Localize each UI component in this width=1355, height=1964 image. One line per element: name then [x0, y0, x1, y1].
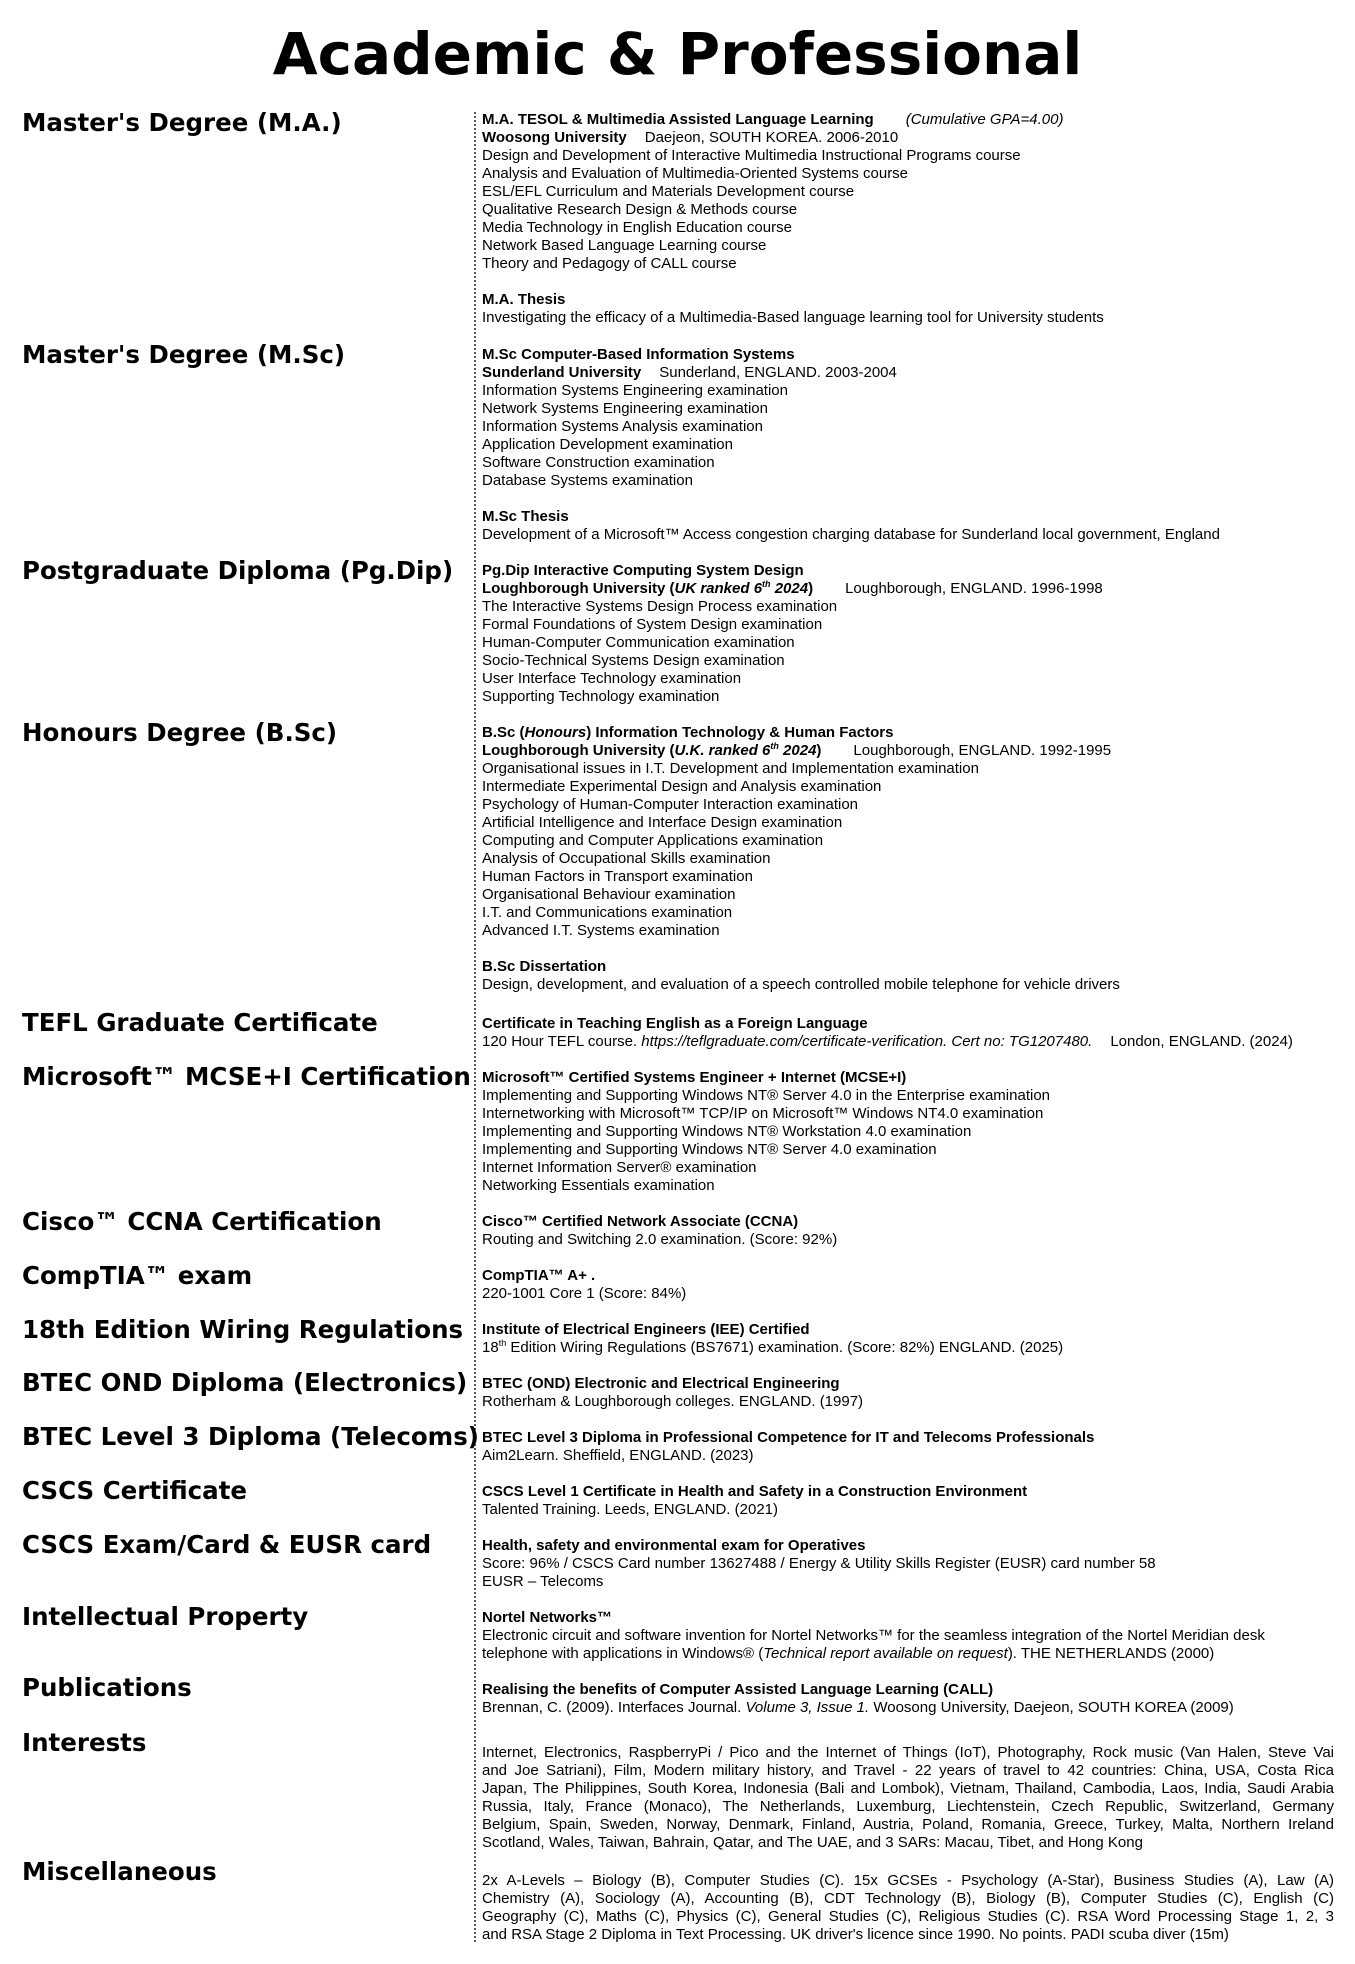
btec-l3-detail: Aim2Learn. Sheffield, ENGLAND. (2023): [482, 1447, 754, 1464]
section-label-btec-l3: BTEC Level 3 Diploma (Telecoms): [22, 1422, 479, 1451]
misc-line: Chemistry (A), Sociology (A), Accounting (B), CDT Technology (B), Biology (B), Computer Studies (C), English (C): [482, 1890, 1334, 1907]
mcse-title: Microsoft™ Certified Systems Engineer + Internet (MCSE+I): [482, 1069, 907, 1086]
bsc-course: Artificial Intelligence and Interface Design examination: [482, 814, 843, 831]
comptia-title: CompTIA™ A+ .: [482, 1267, 596, 1284]
msc-location: Sunderland, ENGLAND. 2003-2004: [659, 364, 897, 381]
pubs-citation: Brennan, C. (2009). Interfaces Journal. Volume 3, Issue 1. Woosong University, Daejeon, SOUTH KOREA (2009): [482, 1699, 1234, 1716]
section-ip: [482, 1609, 1337, 1663]
section-comptia: [482, 1267, 1337, 1303]
ccna-title: Cisco™ Certified Network Associate (CCNA): [482, 1213, 799, 1230]
msc-course: Information Systems Engineering examination: [482, 382, 788, 399]
section-label-wiring: 18th Edition Wiring Regulations: [22, 1315, 464, 1344]
misc-line: 2x A-Levels – Biology (B), Computer Studies (C). 15x GCSEs - Psychology (A-Star), Business Studies (A), Law (A): [482, 1872, 1334, 1889]
bsc-course: Computing and Computer Applications examination: [482, 832, 824, 849]
section-ma: [482, 111, 1337, 327]
bsc-thesis: Design, development, and evaluation of a speech controlled mobile telephone for vehicle drivers: [482, 976, 1120, 993]
section-btec-ond: [482, 1375, 1337, 1411]
section-label-bsc: Honours Degree (B.Sc): [22, 718, 338, 747]
tefl-course: 120 Hour TEFL course.: [482, 1033, 642, 1050]
section-wiring: [482, 1321, 1337, 1357]
bsc-course: Human Factors in Transport examination: [482, 868, 753, 885]
comptia-detail: 220-1001 Core 1 (Score: 84%): [482, 1285, 687, 1302]
ma-course: Network Based Language Learning course: [482, 237, 767, 254]
interests-line: Internet, Electronics, RaspberryPi / Pico and the Internet of Things (IoT), Photography, Rock music (Van Halen, Steve Vai: [482, 1744, 1334, 1761]
pgdip-course: The Interactive Systems Design Process examination: [482, 598, 838, 615]
msc-thesis: Development of a Microsoft™ Access congestion charging database for Sunderland local government, England: [482, 526, 1220, 543]
mcse-course: Implementing and Supporting Windows NT® Server 4.0 examination: [482, 1141, 937, 1158]
bsc-course: Advanced I.T. Systems examination: [482, 922, 720, 939]
pgdip-university: Loughborough University (UK ranked 6th 2024): [482, 579, 814, 597]
msc-course: Application Development examination: [482, 436, 733, 453]
wiring-title: Institute of Electrical Engineers (IEE) Certified: [482, 1321, 810, 1338]
bsc-thesis-heading: B.Sc Dissertation: [482, 958, 607, 975]
ma-title: M.A. TESOL & Multimedia Assisted Language Learning: [482, 111, 874, 128]
bsc-location: Loughborough, ENGLAND. 1992-1995: [853, 742, 1112, 759]
interests-line: and Joe Satriani), Film, Modern military history, and Travel - 22 years of travel to 42 countries: China, USA, Costa Rica: [482, 1762, 1334, 1779]
mcse-course: Internet Information Server® examination: [482, 1159, 757, 1176]
btec-l3-title: BTEC Level 3 Diploma in Professional Competence for IT and Telecoms Professionals: [482, 1429, 1095, 1446]
bsc-title: B.Sc (Honours) Information Technology & Human Factors: [482, 724, 894, 741]
bsc-course: I.T. and Communications examination: [482, 904, 733, 921]
ma-course: Theory and Pedagogy of CALL course: [482, 255, 737, 272]
cscs-exam-detail: EUSR – Telecoms: [482, 1573, 604, 1590]
ma-location: Daejeon, SOUTH KOREA. 2006-2010: [644, 129, 899, 146]
ip-detail: Electronic circuit and software invention for Nortel Networks™ for the seamless integration of the Nortel Meridian desk: [482, 1627, 1265, 1644]
ma-course: Design and Development of Interactive Multimedia Instructional Programs course: [482, 147, 1021, 164]
pgdip-course: Formal Foundations of System Design examination: [482, 616, 823, 633]
section-pubs: [482, 1681, 1337, 1717]
ma-course: Qualitative Research Design & Methods course: [482, 201, 798, 218]
mcse-course: Networking Essentials examination: [482, 1177, 715, 1194]
ma-course: Media Technology in English Education course: [482, 219, 792, 236]
bsc-course: Analysis of Occupational Skills examination: [482, 850, 771, 867]
mcse-course: Internetworking with Microsoft™ TCP/IP on Microsoft™ Windows NT4.0 examination: [482, 1105, 1044, 1122]
section-btec-l3: [482, 1429, 1337, 1465]
tefl-cert-link: https://teflgraduate.com/certificate-verification. Cert no: TG1207480.: [641, 1033, 1093, 1050]
section-label-tefl: TEFL Graduate Certificate: [22, 1008, 378, 1037]
msc-university: Sunderland University: [482, 364, 642, 381]
wiring-detail: 18th Edition Wiring Regulations (BS7671) examination. (Score: 82%) ENGLAND. (2025): [482, 1338, 1064, 1356]
pubs-title: Realising the benefits of Computer Assisted Language Learning (CALL): [482, 1681, 994, 1698]
section-label-pgdip: Postgraduate Diploma (Pg.Dip): [22, 556, 454, 585]
column-divider: [474, 112, 476, 1942]
pgdip-course: Supporting Technology examination: [482, 688, 720, 705]
section-misc: [482, 1872, 1334, 1944]
section-bsc: [482, 724, 1337, 994]
section-label-mcse: Microsoft™ MCSE+I Certification: [22, 1062, 471, 1091]
section-interests: [482, 1744, 1334, 1852]
btec-ond-detail: Rotherham & Loughborough colleges. ENGLAND. (1997): [482, 1393, 864, 1410]
ccna-detail: Routing and Switching 2.0 examination. (Score: 92%): [482, 1231, 838, 1248]
bsc-university: Loughborough University (U.K. ranked 6th 2024): [482, 741, 822, 759]
pgdip-course: Human-Computer Communication examination: [482, 634, 795, 651]
msc-course: Network Systems Engineering examination: [482, 400, 768, 417]
cscs-cert-detail: Talented Training. Leeds, ENGLAND. (2021): [482, 1501, 778, 1518]
page-title: Academic & Professional: [272, 20, 1083, 88]
section-label-misc: Miscellaneous: [22, 1857, 217, 1886]
section-ccna: [482, 1213, 1337, 1249]
misc-line: Geography (C), Maths (C), Physics (C), General Studies (C), Religious Studies (C). RSA Word Processing Stage 1, 2, 3: [482, 1908, 1334, 1925]
pgdip-location: Loughborough, ENGLAND. 1996-1998: [845, 580, 1103, 597]
section-label-msc: Master's Degree (M.Sc): [22, 340, 346, 369]
ma-thesis: Investigating the efficacy of a Multimedia-Based language learning tool for University students: [482, 309, 1104, 326]
section-label-comptia: CompTIA™ exam: [22, 1261, 253, 1290]
cscs-exam-title: Health, safety and environmental exam for Operatives: [482, 1537, 866, 1554]
section-tefl: [482, 1015, 1337, 1051]
btec-ond-title: BTEC (OND) Electronic and Electrical Engineering: [482, 1375, 840, 1392]
cscs-exam-detail: Score: 96% / CSCS Card number 13627488 / Energy & Utility Skills Register (EUSR) card number 58: [482, 1555, 1156, 1572]
section-label-cscs-exam: CSCS Exam/Card & EUSR card: [22, 1530, 432, 1559]
section-label-pubs: Publications: [22, 1673, 192, 1702]
bsc-course: Organisational issues in I.T. Development and Implementation examination: [482, 760, 979, 777]
section-msc: [482, 346, 1337, 544]
section-cscs-cert: [482, 1483, 1337, 1519]
ma-course: ESL/EFL Curriculum and Materials Development course: [482, 183, 855, 200]
section-mcse: [482, 1069, 1337, 1195]
interests-line: Russia, Italy, France (Monaco), The Netherlands, Luxemburg, Liechtenstein, Czech Republic, Switzerland, Germany: [482, 1798, 1334, 1815]
tefl-location: London, ENGLAND. (2024): [1110, 1033, 1293, 1050]
mcse-course: Implementing and Supporting Windows NT® Workstation 4.0 examination: [482, 1123, 972, 1140]
ma-thesis-heading: M.A. Thesis: [482, 291, 566, 308]
ip-title: Nortel Networks™: [482, 1609, 613, 1626]
interests-line: Japan, The Philippines, South Korea, Indonesia (Bali and Lombok), Vietnam, Thailand, Cambodia, Laos, India, Saudi Arabia: [482, 1780, 1334, 1797]
ma-course: Analysis and Evaluation of Multimedia-Oriented Systems course: [482, 165, 909, 182]
msc-course: Information Systems Analysis examination: [482, 418, 763, 435]
section-label-interests: Interests: [22, 1728, 147, 1757]
msc-course: Software Construction examination: [482, 454, 715, 471]
section-cscs-exam: [482, 1537, 1337, 1591]
pgdip-course: Socio-Technical Systems Design examination: [482, 652, 785, 669]
pgdip-title: Pg.Dip Interactive Computing System Design: [482, 562, 804, 579]
misc-line: and RSA Stage 2 Diploma in Text Processing. UK driver's licence since 1990. No points. PADI scuba diver (15m): [482, 1926, 1229, 1943]
interests-line: Scotland, Wales, Taiwan, Bahrain, Qatar, and The UAE, and 3 SARs: Macau, Tibet, and Hong Kong: [482, 1834, 1143, 1851]
section-label-ccna: Cisco™ CCNA Certification: [22, 1207, 382, 1236]
section-label-cscs-cert: CSCS Certificate: [22, 1476, 248, 1505]
pgdip-course: User Interface Technology examination: [482, 670, 742, 687]
interests-line: Belgium, Spain, Sweden, Norway, Denmark, Finland, Austria, Poland, Romania, Greece, Turkey, Malta, Northern Ireland: [482, 1816, 1334, 1833]
bsc-course: Intermediate Experimental Design and Analysis examination: [482, 778, 882, 795]
ip-detail: telephone with applications in Windows® (Technical report available on request). THE NETHERLANDS (2000): [482, 1645, 1215, 1662]
ma-gpa: (Cumulative GPA=4.00): [905, 111, 1064, 128]
section-label-ip: Intellectual Property: [22, 1602, 309, 1631]
ma-university: Woosong University: [482, 129, 627, 146]
section-label-btec-ond: BTEC OND Diploma (Electronics): [22, 1368, 468, 1397]
bsc-course: Organisational Behaviour examination: [482, 886, 736, 903]
section-pgdip: [482, 562, 1337, 706]
mcse-course: Implementing and Supporting Windows NT® Server 4.0 in the Enterprise examination: [482, 1087, 1051, 1104]
cscs-cert-title: CSCS Level 1 Certificate in Health and Safety in a Construction Environment: [482, 1483, 1028, 1500]
msc-title: M.Sc Computer-Based Information Systems: [482, 346, 795, 363]
section-label-ma: Master's Degree (M.A.): [22, 108, 342, 137]
tefl-title: Certificate in Teaching English as a Foreign Language: [482, 1015, 868, 1032]
msc-course: Database Systems examination: [482, 472, 693, 489]
bsc-course: Psychology of Human-Computer Interaction examination: [482, 796, 859, 813]
msc-thesis-heading: M.Sc Thesis: [482, 508, 569, 525]
